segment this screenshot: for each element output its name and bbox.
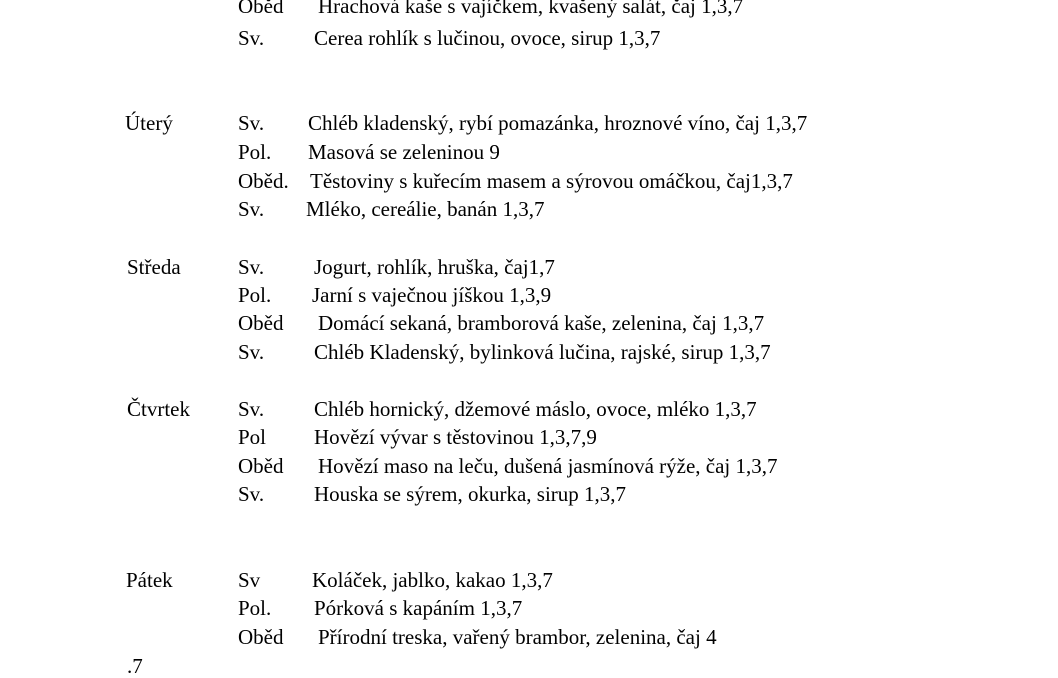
dish-text: Domácí sekaná, bramborová kaše, zelenina, čaj 1,3,7 xyxy=(318,311,765,335)
meal-label: Sv. xyxy=(238,397,265,421)
meal-label: Oběd xyxy=(238,0,284,18)
dish-text: Hrachová kaše s vajíčkem, kvašený salát, čaj 1,3,7 xyxy=(318,0,744,18)
dish-text: Chléb Kladenský, bylinková lučina, rajské, sirup 1,3,7 xyxy=(314,340,771,364)
dish-text: Jogurt, rohlík, hruška, čaj1,7 xyxy=(314,255,555,279)
meal-label: Sv xyxy=(238,568,261,592)
dish-text: Cerea rohlík s lučinou, ovoce, sirup 1,3,7 xyxy=(314,26,661,50)
meal-label: Pol. xyxy=(238,283,272,307)
day-label-streda: Středa xyxy=(127,255,181,279)
dish-text: Jarní s vaječnou jíškou 1,3,9 xyxy=(312,283,552,307)
meal-label: Sv. xyxy=(238,26,265,50)
meal-label: Sv. xyxy=(238,197,265,221)
dish-text: Přírodní treska, vařený brambor, zelenina, čaj 4 xyxy=(318,625,717,649)
meal-label: Sv. xyxy=(238,111,265,135)
day-label-utery: Úterý xyxy=(125,111,173,135)
meal-label: Oběd. xyxy=(238,169,289,193)
dish-text: Pórková s kapáním 1,3,7 xyxy=(314,596,523,620)
day-label-ctvrtek: Čtvrtek xyxy=(127,397,190,421)
day-label-patek: Pátek xyxy=(126,568,173,592)
dish-text: Koláček, jablko, kakao 1,3,7 xyxy=(312,568,553,592)
meal-label: Sv. xyxy=(238,255,265,279)
meal-label: Oběd xyxy=(238,625,284,649)
dish-text: Masová se zeleninou 9 xyxy=(308,140,500,164)
dish-text: Těstoviny s kuřecím masem a sýrovou omáčkou, čaj1,3,7 xyxy=(310,169,793,193)
meal-label: Sv. xyxy=(238,340,265,364)
meal-label: Pol. xyxy=(238,140,272,164)
dish-text: Hovězí maso na leču, dušená jasmínová rýže, čaj 1,3,7 xyxy=(318,454,778,478)
meal-label: Sv. xyxy=(238,482,265,506)
trailing-fragment: .7 xyxy=(127,654,143,678)
dish-text: Hovězí vývar s těstovinou 1,3,7,9 xyxy=(314,425,597,449)
meal-label: Pol. xyxy=(238,596,272,620)
meal-label: Oběd xyxy=(238,454,284,478)
dish-text: Chléb hornický, džemové máslo, ovoce, mléko 1,3,7 xyxy=(314,397,757,421)
meal-label: Oběd xyxy=(238,311,284,335)
dish-text: Mléko, cereálie, banán 1,3,7 xyxy=(306,197,545,221)
dish-text: Houska se sýrem, okurka, sirup 1,3,7 xyxy=(314,482,627,506)
dish-text: Chléb kladenský, rybí pomazánka, hroznové víno, čaj 1,3,7 xyxy=(308,111,808,135)
meal-label: Pol xyxy=(238,425,267,449)
